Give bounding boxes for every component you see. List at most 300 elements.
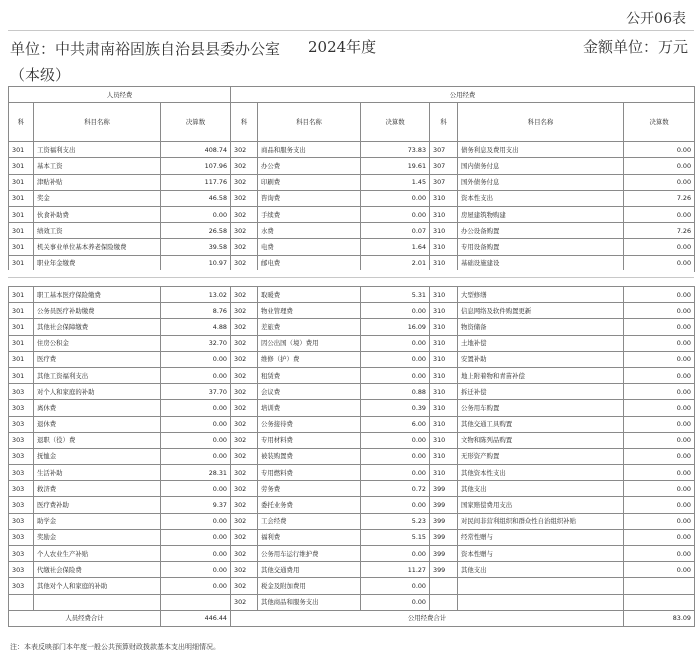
subject-name-cell: 基础设施建设 — [458, 255, 624, 271]
subject-code-cell: 310 — [430, 190, 458, 206]
subject-code-cell: 302 — [231, 497, 258, 513]
subject-name-cell: 水费 — [258, 223, 361, 239]
subject-name-cell: 劳务费 — [258, 481, 361, 497]
amount-cell: 0.00 — [624, 303, 695, 319]
amount-cell: 7.26 — [624, 223, 695, 239]
subject-name-cell: 机关事业单位基本养老保险缴费 — [34, 239, 161, 255]
amount-cell: 117.76 — [161, 174, 231, 190]
amount-cell: 13.02 — [161, 287, 231, 303]
subject-code-cell: 302 — [231, 562, 258, 578]
subject-name-cell: 商品和服务支出 — [258, 142, 361, 158]
unit-label: 单位：中共肃南裕固族自治县县委办公室（本级） — [10, 40, 281, 84]
amount-cell: 0.00 — [161, 578, 231, 594]
amount-cell: 107.96 — [161, 158, 231, 174]
subject-name-cell: 取暖费 — [258, 287, 361, 303]
subject-name-cell: 房屋建筑物购建 — [458, 206, 624, 222]
subject-code-cell: 310 — [430, 206, 458, 222]
subject-name-cell: 职工基本医疗保险缴费 — [34, 287, 161, 303]
subject-code-cell: 399 — [430, 497, 458, 513]
subject-code-cell: 307 — [430, 142, 458, 158]
col-budget: 决算数 — [161, 103, 231, 142]
subject-name-cell: 对民间非营利组织和群众性自治组织补贴 — [458, 513, 624, 529]
subject-code-cell: 301 — [9, 223, 34, 239]
amount-cell: 9.37 — [161, 497, 231, 513]
amount-cell: 5.15 — [361, 529, 430, 545]
table-row — [9, 223, 695, 239]
subject-name-cell: 大型修缮 — [458, 287, 624, 303]
amount-cell: 0.00 — [361, 497, 430, 513]
subject-name-cell: 公务用车运行维护费 — [258, 546, 361, 562]
subject-code-cell: 310 — [430, 255, 458, 271]
subject-code-cell: 399 — [430, 481, 458, 497]
subject-code-cell: 302 — [231, 594, 258, 610]
subject-name-cell: 办公费 — [258, 158, 361, 174]
amount-cell: 32.70 — [161, 335, 231, 351]
subject-name-cell: 工会经费 — [258, 513, 361, 529]
subject-name-cell: 地上附着物和青苗补偿 — [458, 367, 624, 383]
amount-cell: 0.00 — [361, 351, 430, 367]
subject-code-cell: 302 — [231, 174, 258, 190]
subject-name-cell: 助学金 — [34, 513, 161, 529]
form-code: 公开06表 — [626, 11, 686, 27]
subject-code-cell: 399 — [430, 562, 458, 578]
subject-name-cell: 委托业务费 — [258, 497, 361, 513]
subject-name-cell: 物资储备 — [458, 319, 624, 335]
table-row — [9, 351, 695, 367]
subject-code-cell: 303 — [9, 497, 34, 513]
subject-code-cell: 310 — [430, 319, 458, 335]
subject-name-cell: 手续费 — [258, 206, 361, 222]
amount-cell: 0.00 — [361, 367, 430, 383]
subject-code-cell: 307 — [430, 158, 458, 174]
subject-name-cell: 文物和陈列品购置 — [458, 432, 624, 448]
subject-code-cell: 399 — [430, 513, 458, 529]
subject-name-cell: 电费 — [258, 239, 361, 255]
subject-code-cell: 310 — [430, 303, 458, 319]
amount-cell: 0.00 — [161, 562, 231, 578]
expense-table-top — [8, 86, 695, 272]
subject-name-cell: 被装购置费 — [258, 448, 361, 464]
amount-cell: 5.23 — [361, 513, 430, 529]
amount-cell: 1.45 — [361, 174, 430, 190]
subject-code-cell: 303 — [9, 432, 34, 448]
subject-code-cell: 310 — [430, 432, 458, 448]
amount-cell: 8.76 — [161, 303, 231, 319]
subject-name-cell: 抚恤金 — [34, 448, 161, 464]
subject-name-cell: 税金及附加费用 — [258, 578, 361, 594]
bottom-rows — [9, 287, 695, 611]
subject-code-cell: 310 — [430, 287, 458, 303]
subject-name-cell: 退职（役）费 — [34, 432, 161, 448]
amount-cell: 6.00 — [361, 416, 430, 432]
title-divider — [8, 30, 694, 31]
subject-code-cell — [430, 594, 458, 610]
table-row — [9, 303, 695, 319]
amount-cell: 0.00 — [361, 546, 430, 562]
column-header-row — [9, 103, 695, 142]
amount-cell: 0.00 — [624, 335, 695, 351]
subject-code-cell: 310 — [430, 367, 458, 383]
amount-cell: 0.00 — [161, 351, 231, 367]
public-total-label: 公用经费合计 — [231, 610, 624, 626]
personnel-total-value: 446.44 — [161, 610, 231, 626]
subject-code-cell: 303 — [9, 448, 34, 464]
subject-code-cell: 302 — [231, 287, 258, 303]
col-budget: 决算数 — [361, 103, 430, 142]
subject-name-cell: 维修（护）费 — [258, 351, 361, 367]
subject-code-cell: 310 — [430, 448, 458, 464]
table-row — [9, 562, 695, 578]
amount-cell: 0.00 — [624, 513, 695, 529]
subject-code-cell: 399 — [430, 529, 458, 545]
subject-code-cell — [430, 578, 458, 594]
subject-name-cell: 债务利息及费用支出 — [458, 142, 624, 158]
amount-cell: 0.00 — [624, 351, 695, 367]
col-subject: 科 — [231, 103, 258, 142]
amount-cell: 0.00 — [361, 432, 430, 448]
subject-code-cell: 307 — [430, 174, 458, 190]
amount-cell: 0.00 — [624, 400, 695, 416]
col-subject: 科 — [430, 103, 458, 142]
subject-code-cell: 301 — [9, 319, 34, 335]
subject-name-cell: 信息网络及软件购置更新 — [458, 303, 624, 319]
table-row — [9, 367, 695, 383]
subject-name-cell: 离休费 — [34, 400, 161, 416]
subject-code-cell: 302 — [231, 255, 258, 271]
amount-cell: 0.00 — [624, 255, 695, 271]
subject-name-cell: 国家赔偿费用支出 — [458, 497, 624, 513]
subject-name-cell: 奖励金 — [34, 529, 161, 545]
amount-cell: 73.83 — [361, 142, 430, 158]
amount-cell: 0.00 — [624, 319, 695, 335]
subject-code-cell: 301 — [9, 287, 34, 303]
amount-cell — [624, 594, 695, 610]
table-row — [9, 335, 695, 351]
subject-code-cell: 303 — [9, 546, 34, 562]
subject-code-cell: 303 — [9, 578, 34, 594]
amount-cell: 0.00 — [624, 142, 695, 158]
amount-cell: 37.70 — [161, 384, 231, 400]
year-label: 2024年度 — [308, 38, 377, 56]
table-row — [9, 578, 695, 594]
subject-code-cell: 302 — [231, 546, 258, 562]
amount-cell: 4.88 — [161, 319, 231, 335]
subject-name-cell: 工资福利支出 — [34, 142, 161, 158]
subject-name-cell: 咨询费 — [258, 190, 361, 206]
table-row — [9, 287, 695, 303]
amount-cell: 0.00 — [161, 400, 231, 416]
subject-name-cell: 经常性赠与 — [458, 529, 624, 545]
subject-name-cell: 其他社会保障缴费 — [34, 319, 161, 335]
table-row — [9, 497, 695, 513]
subject-code-cell: 302 — [231, 432, 258, 448]
amount-cell: 0.00 — [361, 448, 430, 464]
amount-cell: 0.00 — [624, 562, 695, 578]
subject-name-cell: 医疗费 — [34, 351, 161, 367]
public-header: 公用经费 — [231, 87, 695, 103]
col-subject-name: 科目名称 — [458, 103, 624, 142]
amount-cell — [624, 578, 695, 594]
amount-cell: 0.00 — [624, 367, 695, 383]
amount-cell: 0.00 — [161, 367, 231, 383]
amount-cell: 0.00 — [361, 465, 430, 481]
subject-code-cell: 302 — [231, 351, 258, 367]
subject-name-cell: 培训费 — [258, 400, 361, 416]
table-row — [9, 158, 695, 174]
subject-name-cell: 差旅费 — [258, 319, 361, 335]
subject-name-cell: 土地补偿 — [458, 335, 624, 351]
table-row — [9, 594, 695, 610]
table-row — [9, 448, 695, 464]
subject-name-cell: 其他商品和服务支出 — [258, 594, 361, 610]
subject-name-cell: 其他对个人和家庭的补助 — [34, 578, 161, 594]
subject-name-cell: 会议费 — [258, 384, 361, 400]
subject-name-cell — [458, 594, 624, 610]
table-row — [9, 400, 695, 416]
subject-code-cell: 301 — [9, 174, 34, 190]
amount-cell: 0.88 — [361, 384, 430, 400]
amount-cell: 0.00 — [624, 529, 695, 545]
subject-code-cell: 301 — [9, 255, 34, 271]
subject-name-cell: 邮电费 — [258, 255, 361, 271]
amount-cell — [161, 594, 231, 610]
subject-name-cell: 基本工资 — [34, 158, 161, 174]
amount-cell: 0.00 — [361, 578, 430, 594]
amount-cell: 16.09 — [361, 319, 430, 335]
subject-name-cell: 无形资产购置 — [458, 448, 624, 464]
subject-name-cell: 福利费 — [258, 529, 361, 545]
subject-name-cell: 生活补助 — [34, 465, 161, 481]
subject-code-cell: 303 — [9, 400, 34, 416]
amount-cell: 0.00 — [624, 174, 695, 190]
amount-cell: 0.00 — [624, 206, 695, 222]
subject-code-cell: 302 — [231, 223, 258, 239]
table-row — [9, 255, 695, 271]
amount-cell: 0.00 — [624, 432, 695, 448]
amount-cell: 0.00 — [361, 190, 430, 206]
subject-name-cell: 物业管理费 — [258, 303, 361, 319]
subject-code-cell: 303 — [9, 562, 34, 578]
subject-code-cell: 310 — [430, 465, 458, 481]
amount-cell: 0.00 — [161, 448, 231, 464]
amount-cell: 0.00 — [161, 546, 231, 562]
amount-cell: 0.00 — [161, 416, 231, 432]
amount-cell: 0.00 — [361, 303, 430, 319]
subject-code-cell: 302 — [231, 513, 258, 529]
subject-name-cell: 其他支出 — [458, 562, 624, 578]
subject-code-cell: 303 — [9, 465, 34, 481]
subject-code-cell: 302 — [231, 319, 258, 335]
subject-name-cell — [458, 578, 624, 594]
subject-code-cell: 301 — [9, 206, 34, 222]
subject-name-cell: 国内债务付息 — [458, 158, 624, 174]
subject-code-cell: 301 — [9, 142, 34, 158]
subject-code-cell: 310 — [430, 335, 458, 351]
subject-code-cell: 303 — [9, 416, 34, 432]
amount-cell: 0.00 — [624, 158, 695, 174]
subject-code-cell: 302 — [231, 142, 258, 158]
subject-code-cell: 303 — [9, 481, 34, 497]
table-row — [9, 416, 695, 432]
subject-name-cell: 专用燃料费 — [258, 465, 361, 481]
subject-name-cell: 公务用车购置 — [458, 400, 624, 416]
subject-name-cell: 安置补助 — [458, 351, 624, 367]
col-budget: 决算数 — [624, 103, 695, 142]
amount-cell: 0.00 — [361, 335, 430, 351]
amount-cell: 0.00 — [624, 546, 695, 562]
subject-name-cell: 拆迁补偿 — [458, 384, 624, 400]
subject-name-cell: 公务员医疗补助缴费 — [34, 303, 161, 319]
subject-code-cell: 302 — [231, 367, 258, 383]
amount-cell: 39.58 — [161, 239, 231, 255]
table-row — [9, 142, 695, 158]
subject-name-cell: 对个人和家庭的补助 — [34, 384, 161, 400]
amount-cell: 0.00 — [361, 206, 430, 222]
subject-name-cell: 救济费 — [34, 481, 161, 497]
amount-cell: 46.58 — [161, 190, 231, 206]
subject-name-cell: 绩效工资 — [34, 223, 161, 239]
subject-name-cell: 津贴补贴 — [34, 174, 161, 190]
subject-name-cell: 其他资本性支出 — [458, 465, 624, 481]
subject-name-cell: 代缴社会保险费 — [34, 562, 161, 578]
amount-cell: 0.00 — [624, 384, 695, 400]
table-row — [9, 513, 695, 529]
subject-name-cell: 资本性支出 — [458, 190, 624, 206]
subject-code-cell: 310 — [430, 400, 458, 416]
amount-cell: 11.27 — [361, 562, 430, 578]
subject-name-cell: 个人农业生产补贴 — [34, 546, 161, 562]
table-row — [9, 529, 695, 545]
group-header-row — [9, 87, 695, 103]
col-subject: 科 — [9, 103, 34, 142]
subject-code-cell: 302 — [231, 190, 258, 206]
subject-code-cell: 302 — [231, 465, 258, 481]
report-sheet — [8, 10, 694, 650]
top-rows — [9, 142, 695, 272]
subject-name-cell: 办公设备购置 — [458, 223, 624, 239]
subject-code-cell: 302 — [231, 384, 258, 400]
table-row — [9, 239, 695, 255]
subject-code-cell: 302 — [231, 239, 258, 255]
subject-code-cell: 310 — [430, 239, 458, 255]
amount-unit: 金额单位：万元 — [582, 38, 688, 56]
table-row — [9, 319, 695, 335]
subject-name-cell: 退休费 — [34, 416, 161, 432]
subject-name-cell: 印刷费 — [258, 174, 361, 190]
table-row — [9, 432, 695, 448]
subject-code-cell: 302 — [231, 578, 258, 594]
col-subject-name: 科目名称 — [34, 103, 161, 142]
subject-code-cell — [9, 594, 34, 610]
amount-cell: 0.00 — [161, 432, 231, 448]
table-row — [9, 174, 695, 190]
amount-cell: 0.00 — [161, 481, 231, 497]
subject-code-cell: 301 — [9, 190, 34, 206]
amount-cell: 0.00 — [161, 529, 231, 545]
table-row — [9, 481, 695, 497]
amount-cell: 2.01 — [361, 255, 430, 271]
page-break-line — [8, 277, 694, 278]
amount-cell: 0.00 — [624, 416, 695, 432]
amount-cell: 0.00 — [624, 448, 695, 464]
personnel-header: 人员经费 — [9, 87, 231, 103]
subject-name-cell: 租赁费 — [258, 367, 361, 383]
amount-cell: 0.00 — [624, 497, 695, 513]
table-row — [9, 465, 695, 481]
subject-name-cell: 专用设备购置 — [458, 239, 624, 255]
subject-name-cell: 奖金 — [34, 190, 161, 206]
public-total-value: 83.09 — [624, 610, 695, 626]
amount-cell: 0.39 — [361, 400, 430, 416]
subject-code-cell: 302 — [231, 206, 258, 222]
amount-cell: 0.00 — [624, 287, 695, 303]
subject-name-cell: 国外债务付息 — [458, 174, 624, 190]
subject-name-cell: 资本性赠与 — [458, 546, 624, 562]
amount-cell: 19.61 — [361, 158, 430, 174]
amount-cell: 0.00 — [361, 594, 430, 610]
amount-cell: 0.07 — [361, 223, 430, 239]
subject-code-cell: 301 — [9, 367, 34, 383]
subject-name-cell — [34, 594, 161, 610]
subject-code-cell: 301 — [9, 303, 34, 319]
subject-name-cell: 其他工资福利支出 — [34, 367, 161, 383]
subject-code-cell: 310 — [430, 416, 458, 432]
amount-cell: 5.31 — [361, 287, 430, 303]
subject-code-cell: 301 — [9, 335, 34, 351]
subject-name-cell: 专用材料费 — [258, 432, 361, 448]
subject-code-cell: 302 — [231, 481, 258, 497]
subject-code-cell: 399 — [430, 546, 458, 562]
amount-cell: 0.72 — [361, 481, 430, 497]
footnote: 注：本表反映部门本年度一般公共预算财政拨款基本支出明细情况。 — [10, 643, 220, 651]
subject-code-cell: 302 — [231, 158, 258, 174]
subject-code-cell: 302 — [231, 400, 258, 416]
subject-name-cell: 其他支出 — [458, 481, 624, 497]
amount-cell: 1.64 — [361, 239, 430, 255]
amount-cell: 26.58 — [161, 223, 231, 239]
subject-code-cell: 301 — [9, 239, 34, 255]
amount-cell: 0.00 — [624, 239, 695, 255]
subject-code-cell: 302 — [231, 448, 258, 464]
subject-code-cell: 303 — [9, 384, 34, 400]
totals-row — [9, 610, 695, 626]
subject-code-cell: 302 — [231, 416, 258, 432]
subject-code-cell: 302 — [231, 529, 258, 545]
subject-code-cell: 302 — [231, 303, 258, 319]
table-row — [9, 206, 695, 222]
amount-cell: 28.31 — [161, 465, 231, 481]
amount-cell: 0.00 — [624, 465, 695, 481]
subject-name-cell: 伙食补助费 — [34, 206, 161, 222]
subject-code-cell: 310 — [430, 223, 458, 239]
expense-table-bottom — [8, 286, 695, 627]
subject-code-cell: 310 — [430, 384, 458, 400]
subject-code-cell: 303 — [9, 513, 34, 529]
subject-code-cell: 303 — [9, 529, 34, 545]
table-row — [9, 190, 695, 206]
subject-code-cell: 301 — [9, 351, 34, 367]
subject-name-cell: 公务接待费 — [258, 416, 361, 432]
subject-name-cell: 住房公积金 — [34, 335, 161, 351]
amount-cell: 10.97 — [161, 255, 231, 271]
amount-cell: 0.00 — [624, 481, 695, 497]
table-row — [9, 546, 695, 562]
personnel-total-label: 人员经费合计 — [9, 610, 161, 626]
col-subject-name: 科目名称 — [258, 103, 361, 142]
amount-cell: 0.00 — [161, 513, 231, 529]
subject-name-cell: 其他交通工具购置 — [458, 416, 624, 432]
subject-code-cell: 301 — [9, 158, 34, 174]
